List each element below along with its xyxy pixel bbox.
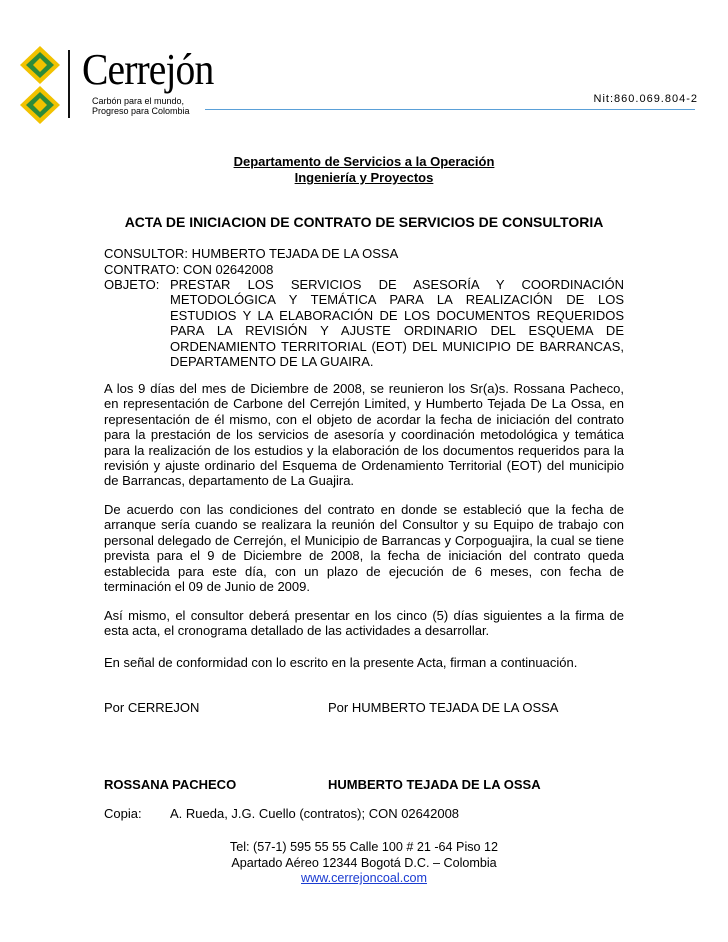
brand-tagline <box>92 96 190 116</box>
contrato-line: CONTRATO: CON 02642008 <box>104 262 274 277</box>
diamond-icon-bottom <box>20 86 60 124</box>
footer-address-line: Apartado Aéreo 12344 Bogotá D.C. – Colombia <box>231 856 497 870</box>
diamond-icon-top <box>20 46 60 84</box>
footer-website-link[interactable]: www.cerrejoncoal.com <box>301 871 427 885</box>
document-title: ACTA DE INICIACION DE CONTRATO DE SERVICIOS DE CONSULTORIA <box>124 214 604 230</box>
copia-value: A. Rueda, J.G. Cuello (contratos); CON 02642008 <box>170 806 460 821</box>
paragraph-meeting: A los 9 días del mes de Diciembre de 2008, se reunieron los Sr(a)s. Rossana Pacheco, en representación de Carbone del Cerrejón Limited, y Humberto Tejada De La Ossa, en representación de él mismo, con el objeto de acordar la fecha de iniciación del contrato para la prestación de los servicios de asesoría y coordinación metodológica y temática para la realización de los estudios y la elaboración de los documentos requeridos para la revisión y ajuste ordinario del Esquema de Ordenamiento Territorial (EOT) del municipio de Barrancas, departamento de La Guajira. <box>104 381 624 489</box>
objeto-line: ESTUDIOS Y LA ELABORACIÓN DE LOS DOCUMENTOS REQUERIDOS <box>170 307 624 323</box>
signature-label-cerrejon: Por CERREJON <box>104 700 200 715</box>
consultor-line: CONSULTOR: HUMBERTO TEJADA DE LA OSSA <box>104 246 399 261</box>
objeto-line: METODOLÓGICA Y TEMÁTICA PARA LA REALIZACIÓN DE LOS <box>170 292 624 308</box>
objeto-line: PARA LA REVISIÓN Y AJUSTE ORDINARIO DEL ESQUEMA DE <box>170 323 624 339</box>
signer-name-consultor: HUMBERTO TEJADA DE LA OSSA <box>328 777 541 792</box>
objeto-line: ORDENAMIENTO TERRITORIAL (EOT) DEL MUNICIPIO DE BARRANCAS, <box>170 338 624 354</box>
objeto-line: PRESTAR LOS SERVICIOS DE ASESORÍA Y COORDINACIÓN <box>170 277 624 292</box>
signer-name-cerrejon: ROSSANA PACHECO <box>104 777 237 792</box>
tagline-line-2: Progreso para Colombia <box>92 106 190 116</box>
brand-wordmark: Cerrejón <box>82 45 214 94</box>
copia-label: Copia: <box>104 806 142 821</box>
footer-contact-line: Tel: (57-1) 595 55 55 Calle 100 # 21 -64 Piso 12 <box>229 840 499 854</box>
cerrejon-logo-mark <box>20 46 60 124</box>
department-name: Departamento de Servicios a la Operación <box>233 154 495 169</box>
header-rule <box>205 109 695 110</box>
objeto-line: DEPARTAMENTO DE LA GUAIRA. <box>170 354 374 370</box>
logo-divider <box>68 50 70 118</box>
department-subname: Ingeniería y Proyectos <box>294 170 434 185</box>
footer-website-wrap <box>0 871 728 886</box>
signature-label-consultor: Por HUMBERTO TEJADA DE LA OSSA <box>328 700 559 715</box>
paragraph-conditions: De acuerdo con las condiciones del contrato en donde se estableció que la fecha de arranque sería cuando se realizara la reunión del Consultor y su Equipo de trabajo con personal delegado de Cerrejón, el Municipio de Barrancas y Corpoguajira, la cual se tiene prevista para el 9 de Diciembre de 2008, la fecha de iniciación del contrato queda establecida para este día, con un plazo de ejecución de 6 meses, con fecha de terminación el 09 de Junio de 2009. <box>104 502 624 595</box>
nit-number: Nit:860.069.804-2 <box>593 93 698 105</box>
paragraph-schedule: Así mismo, el consultor deberá presentar en los cinco (5) días siguientes a la firma de esta acta, el cronograma detallado de las actividades a desarrollar. <box>104 608 624 639</box>
paragraph-conformity: En señal de conformidad con lo escrito en la presente Acta, firman a continuación. <box>104 655 578 670</box>
objeto-label: OBJETO: <box>104 277 160 292</box>
objeto-text <box>170 277 624 369</box>
tagline-line-1: Carbón para el mundo, <box>92 96 185 106</box>
